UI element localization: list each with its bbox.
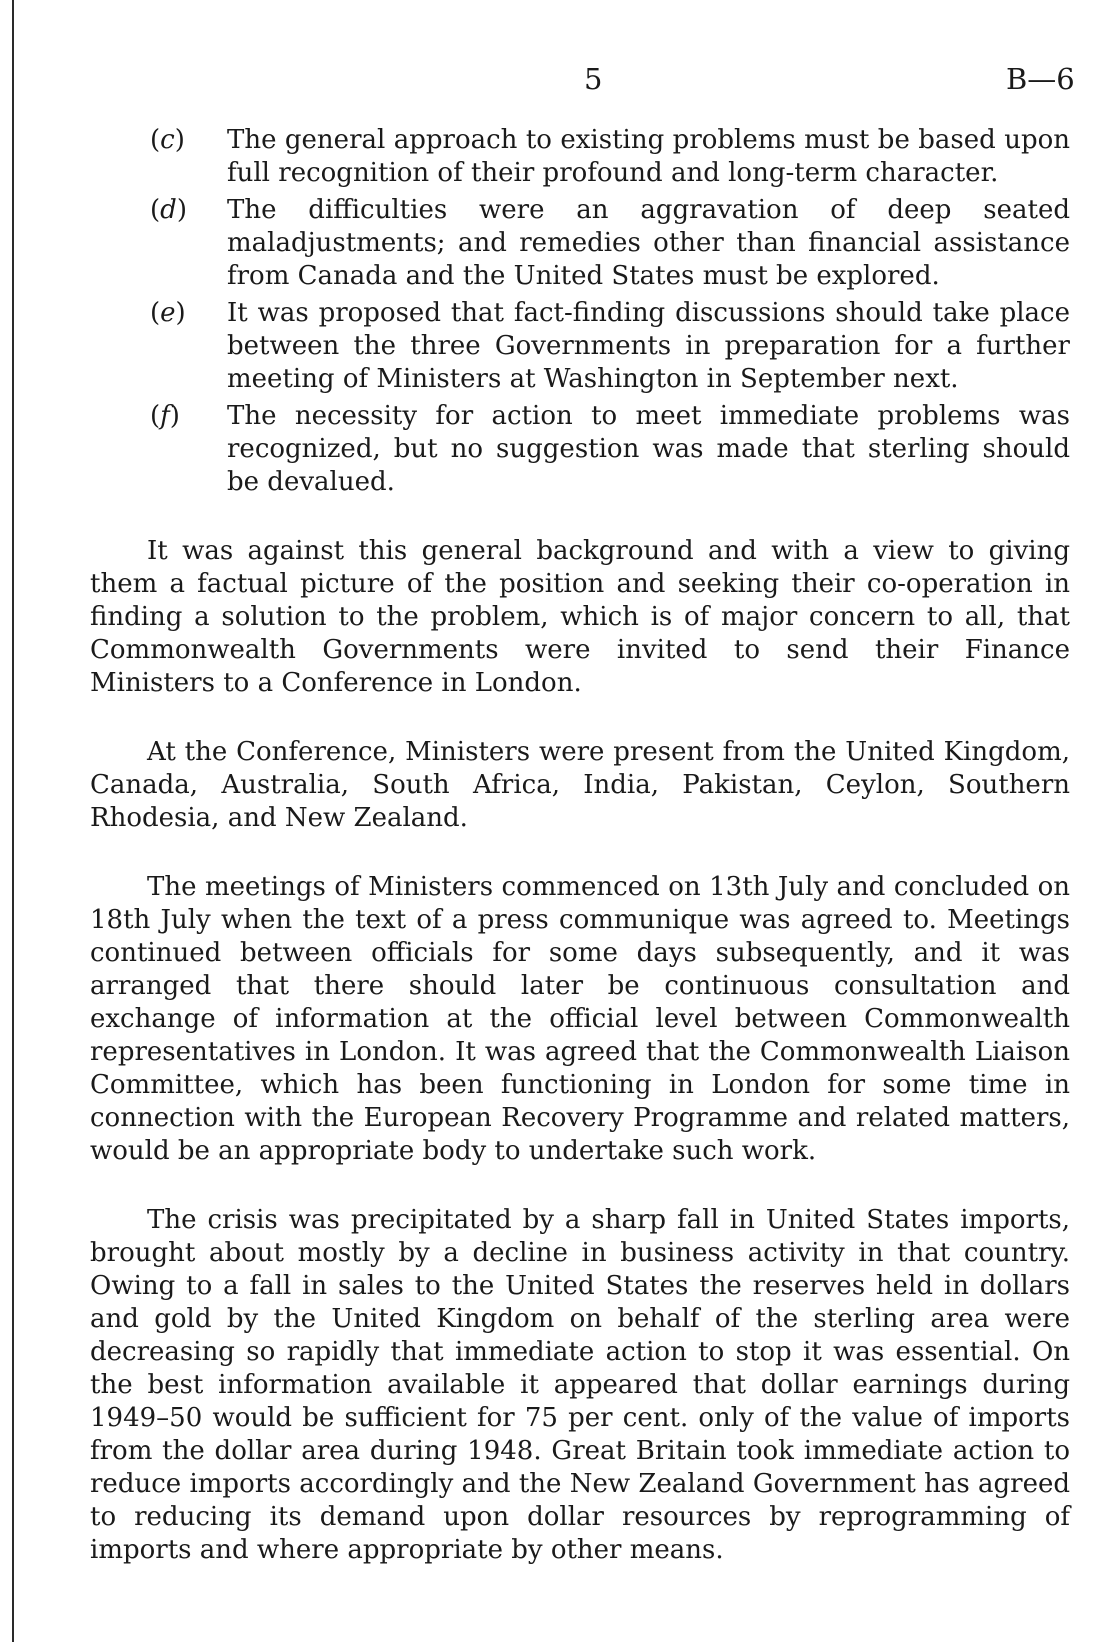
list-item-text: The general approach to existing problems must be based upon full recognition of their profound and long-term character.: [227, 125, 1070, 188]
paragraph-crisis: The crisis was precipitated by a sharp fall in United States imports, brought about mostly by a decline in business activity in that country. Owing to a fall in sales to the United States the reserves held in dollars and gold by the United Kingdom on behalf of the sterling area were decreasing so rapidly that immediate action to stop it was essential. On the best information available it appeared that dollar earnings during 1949–50 would be sufficient for 75 per cent. only of the value of imports from the dollar area during 1948. Great Britain took immediate action to reduce imports accordingly and the New Zealand Government has agreed to reducing its demand upon dollar resources by reprogramming of imports and where appropriate by other means.: [90, 1205, 1070, 1565]
list-marker: (f): [150, 401, 180, 431]
list-item-c: [90, 124, 1070, 190]
document-body: [90, 124, 1070, 1567]
paragraph-conference-attendees: At the Conference, Ministers were present from the United Kingdom, Canada, Australia, South Africa, India, Pakistan, Ceylon, Southern Rhodesia, and New Zealand.: [90, 737, 1070, 833]
page-left-border: [12, 0, 14, 1642]
list-item-e: [90, 297, 1070, 396]
paragraph-background: It was against this general background and with a view to giving them a factual picture of the position and seeking their co-operation in finding a solution to the problem, which is of major concern to all, that Commonwealth Governments were invited to send their Finance Ministers to a Conference in London.: [90, 536, 1070, 698]
list-item-d: [90, 194, 1070, 293]
list-item-text: The necessity for action to meet immediate problems was recognized, but no suggestion was made that sterling should be devalued.: [227, 401, 1070, 497]
list-marker: (e): [150, 298, 186, 328]
list-marker: (d): [150, 195, 187, 225]
list-item-f: [90, 400, 1070, 499]
list-item-text: The difficulties were an aggravation of deep seated maladjustments; and remedies other than financial assistance from Canada and the United States must be explored.: [227, 195, 1070, 291]
page-reference: B—6: [1006, 62, 1075, 96]
list-marker: (c): [150, 125, 185, 155]
lettered-list: [90, 124, 1070, 499]
paragraph-meetings: The meetings of Ministers commenced on 13th July and concluded on 18th July when the text of a press communique was agreed to. Meetings continued between officials for some days subsequently, and it was arranged that there should later be continuous consultation and exchange of information at the official level between Commonwealth representatives in London. It was agreed that the Commonwealth Liaison Committee, which has been functioning in London for some time in connection with the European Recovery Programme and related matters, would be an appropriate body to undertake such work.: [90, 872, 1070, 1166]
list-item-text: It was proposed that fact-finding discussions should take place between the three Governments in preparation for a further meeting of Ministers at Washington in September next.: [227, 298, 1070, 394]
page-number: 5: [584, 62, 603, 96]
